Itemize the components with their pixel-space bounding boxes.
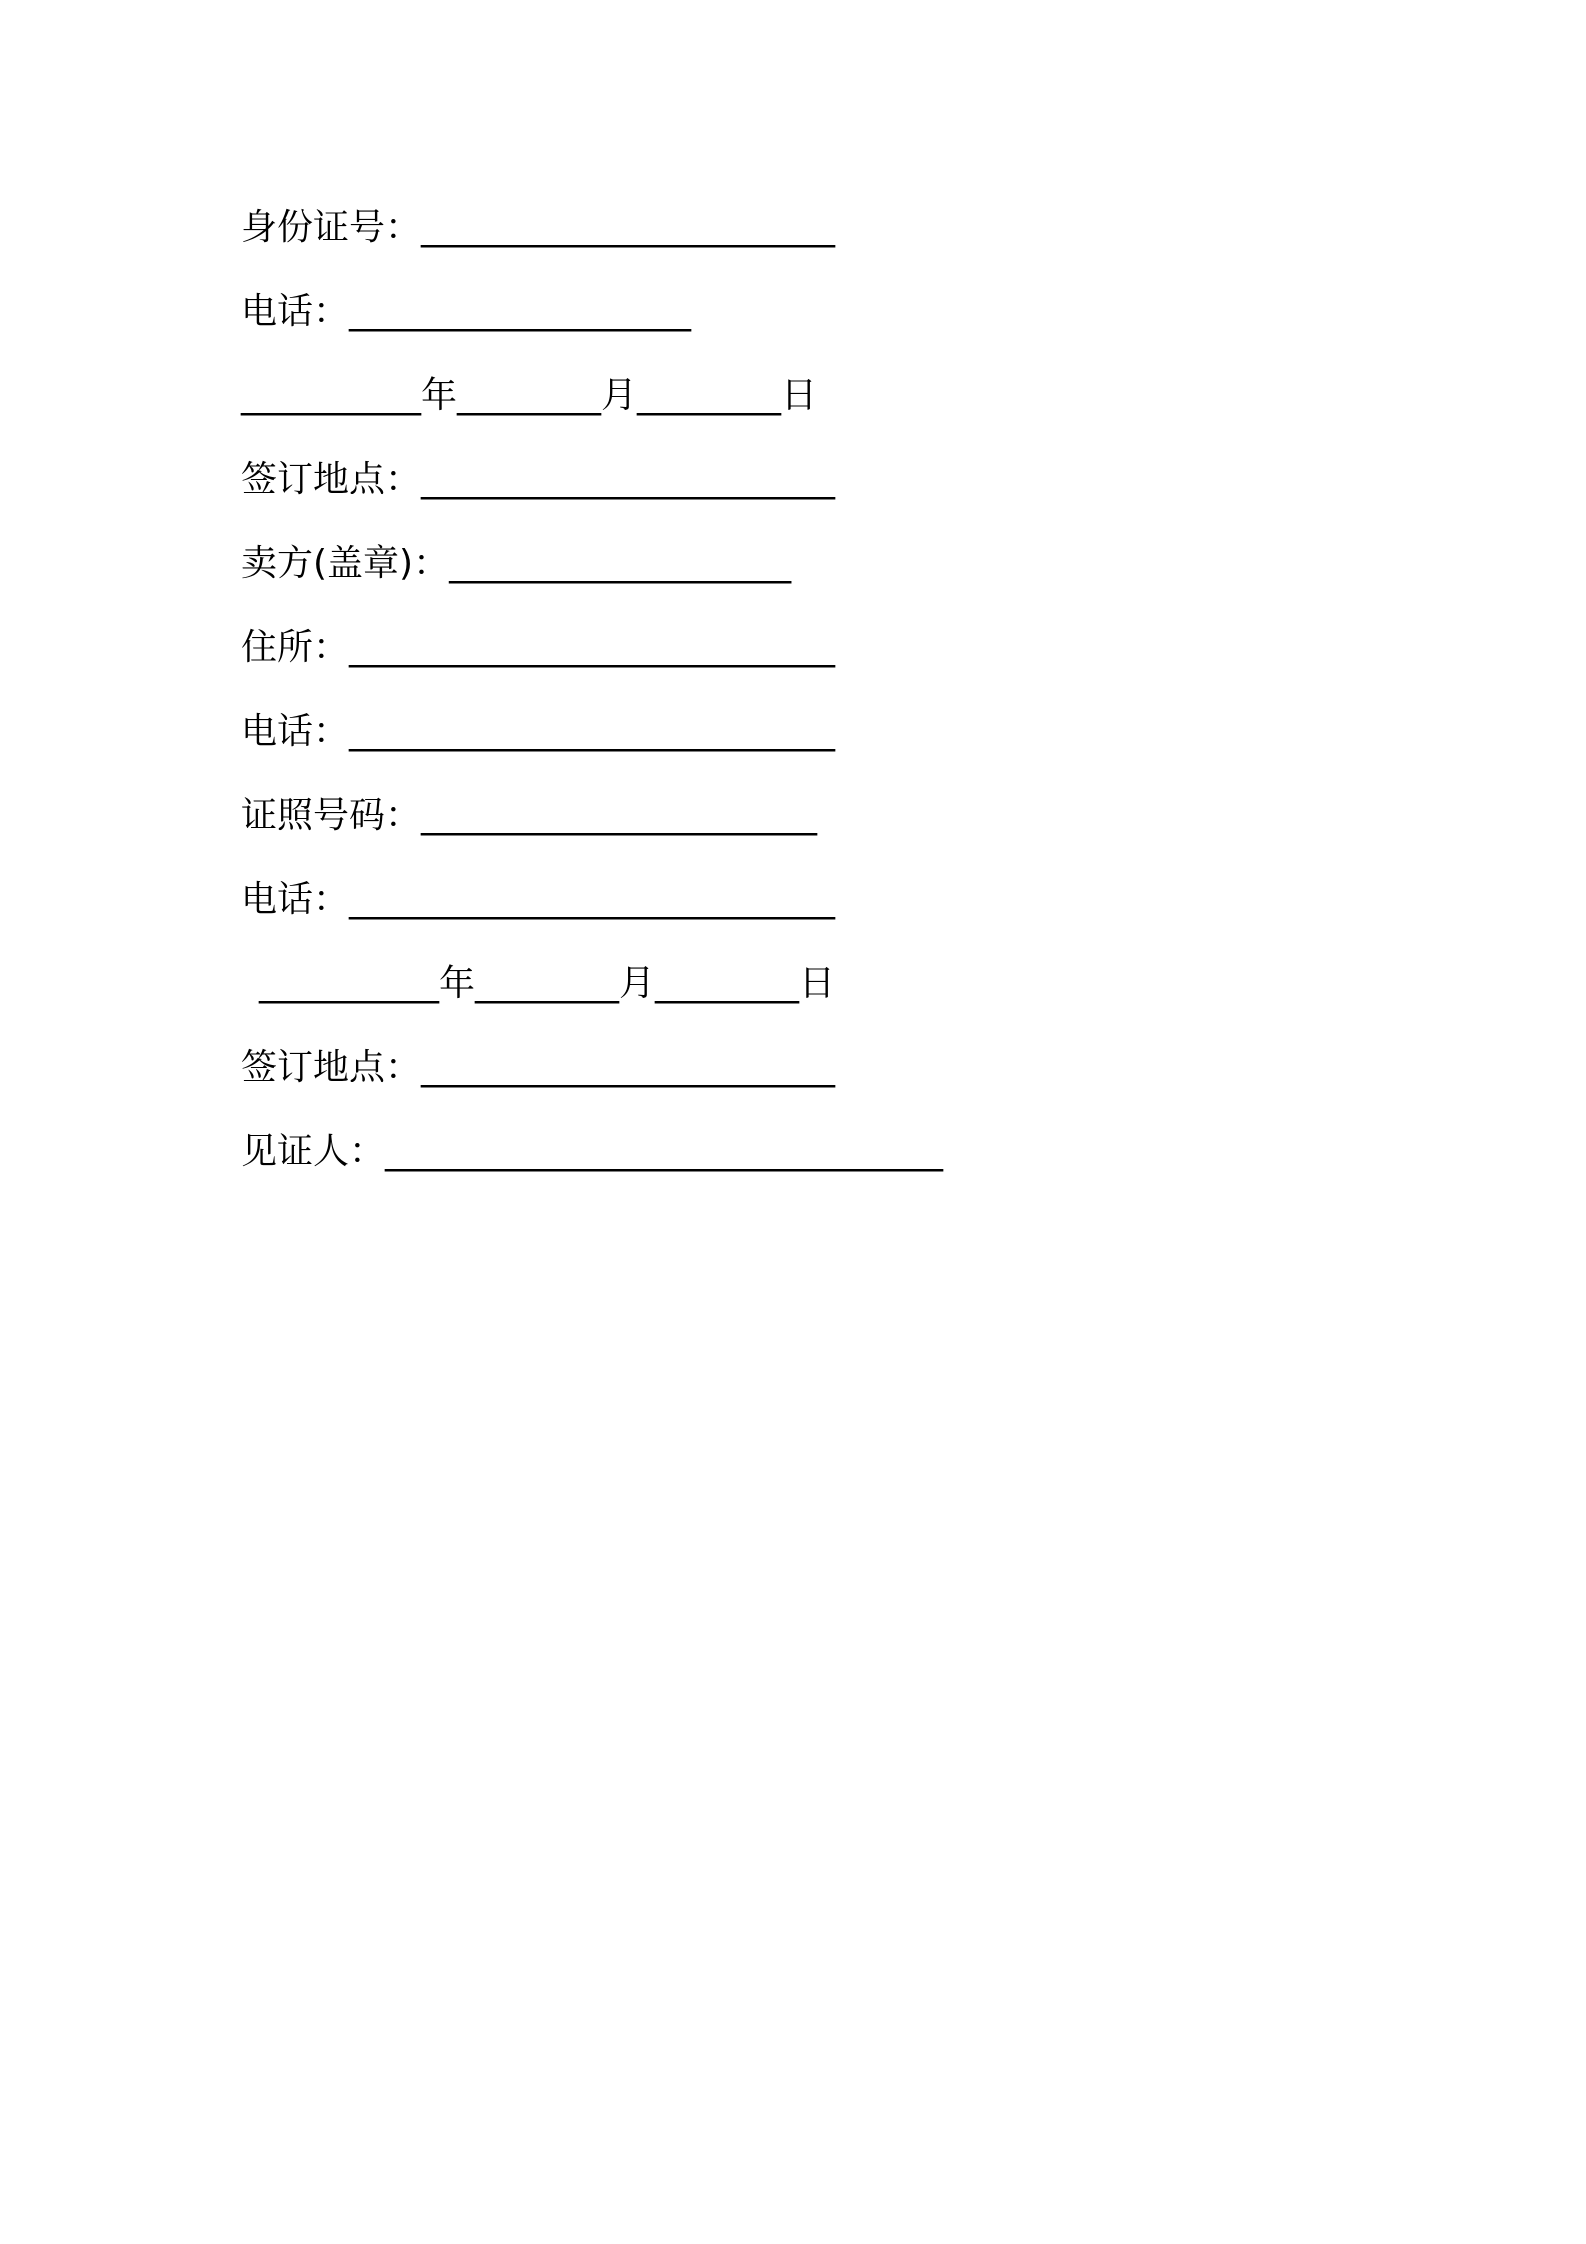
signing-place-line: 签订地点：_______________________: [241, 459, 836, 500]
seller-date-line: __________年________月________日: [259, 963, 835, 1004]
license-number-line: 证照号码：______________________: [241, 795, 818, 836]
address-line: 住所：___________________________: [241, 627, 836, 668]
seller-signing-place-line: 签订地点：_______________________: [241, 1047, 836, 1088]
seller-phone-line-2: 电话：___________________________: [241, 879, 836, 920]
id-number-line: 身份证号：_______________________: [241, 207, 836, 248]
witness-line: 见证人：_______________________________: [241, 1131, 944, 1172]
phone-line: 电话：___________________: [241, 291, 692, 332]
signature-form: [241, 196, 1341, 1204]
seller-seal-line: 卖方(盖章)：___________________: [241, 543, 792, 584]
date-line: __________年________月________日: [241, 375, 817, 416]
seller-phone-line: 电话：___________________________: [241, 711, 836, 752]
